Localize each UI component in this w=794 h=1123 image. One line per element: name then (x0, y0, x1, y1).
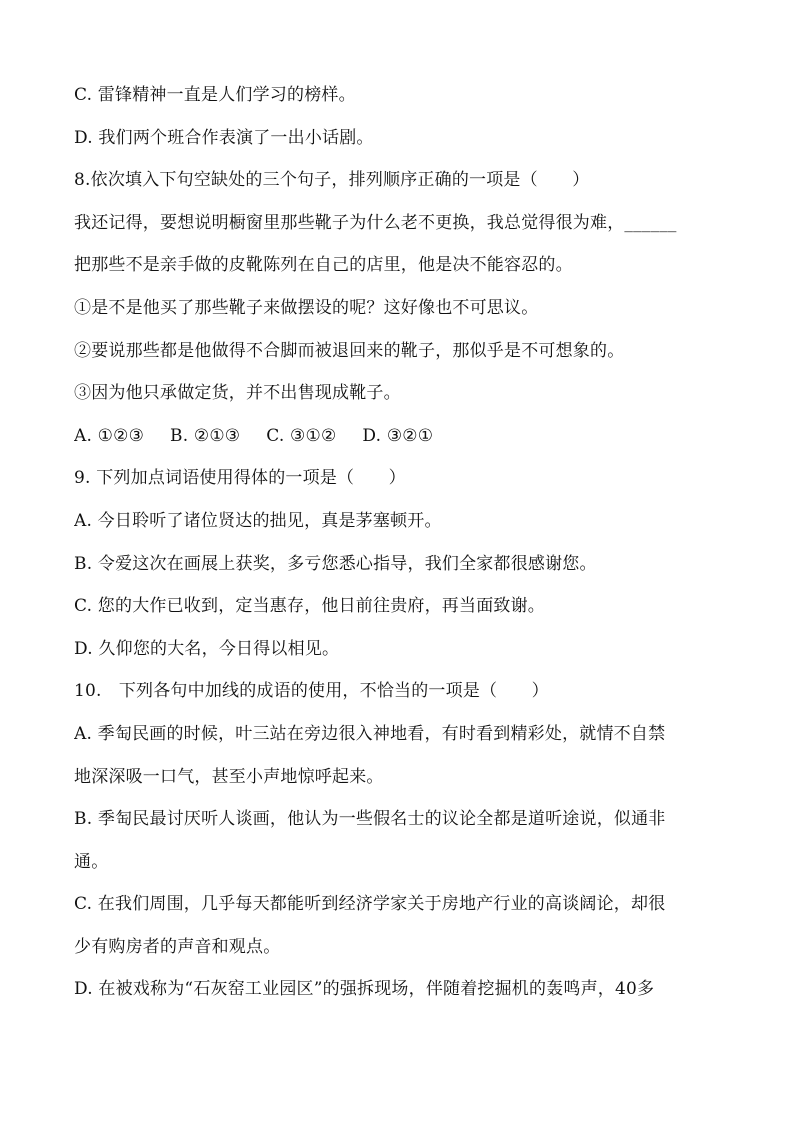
question-8-sentence-2: ②要说那些都是他做得不合脚而被退回来的靴子，那似乎是不可想象的。 (74, 340, 625, 361)
question-8-sentence-3: ③因为他只承做定货，并不出售现成靴子。 (74, 383, 401, 404)
option-7c: C. 雷锋精神一直是人们学习的榜样。 (74, 85, 356, 105)
question-8: 8.依次填入下句空缺处的三个句子，排列顺序正确的一项是（ ） (74, 170, 590, 191)
option-10c-line-1: C. 在我们周围，几乎每天都能听到经济学家关于房地产行业的高谈阔论，却很 (74, 894, 666, 915)
option-10b-line-1: B. 季匋民最讨厌听人谈画，他认为一些假名士的议论全都是道听途说，似通非 (74, 809, 666, 830)
question-10: 10. 下列各句中加线的成语的使用，不恰当的一项是（ ） (74, 681, 549, 702)
question-8-sentence-1: ①是不是他买了那些靴子来做摆设的呢？这好像也不可思议。 (74, 297, 539, 318)
option-8b: B. ②①③ (170, 425, 241, 446)
option-8c: C. ③①② (266, 425, 337, 446)
question-8-passage-line-1: 我还记得，要想说明橱窗里那些靴子为什么老不更换，我总觉得很为难，______ (74, 212, 677, 233)
option-10c-line-2: 少有购房者的声音和观点。 (74, 936, 281, 957)
option-9d: D. 久仰您的大名，今日得以相见。 (74, 638, 340, 659)
option-8a: A. ①②③ (74, 425, 145, 446)
option-7d: D. 我们两个班合作表演了一出小话剧。 (74, 127, 374, 148)
question-8-passage-line-2: 把那些不是亲手做的皮靴陈列在自己的店里，他是决不能容忍的。 (74, 255, 573, 276)
option-9c: C. 您的大作已收到，定当惠存，他日前往贵府，再当面致谢。 (74, 596, 546, 617)
option-10a-line-1: A. 季匋民画的时候，叶三站在旁边很入神地看，有时看到精彩处，就情不自禁 (74, 723, 666, 744)
option-10b-line-2: 通。 (74, 851, 109, 872)
option-8d: D. ③②① (362, 425, 434, 446)
option-9a: A. 今日聆听了诸位贤达的拙见，真是茅塞顿开。 (74, 510, 442, 531)
option-10a-line-2: 地深深吸一口气，甚至小声地惊呼起来。 (74, 766, 384, 787)
question-9: 9. 下列加点词语使用得体的一项是（ ） (74, 468, 406, 489)
option-9b: B. 令爱这次在画展上获奖，多亏您悉心指导，我们全家都很感谢您。 (74, 553, 597, 574)
option-10d-line-1: D. 在被戏称为“石灰窑工业园区”的强拆现场，伴随着挖掘机的轰鸣声，40多 (74, 979, 655, 1000)
question-8-options (74, 415, 718, 458)
